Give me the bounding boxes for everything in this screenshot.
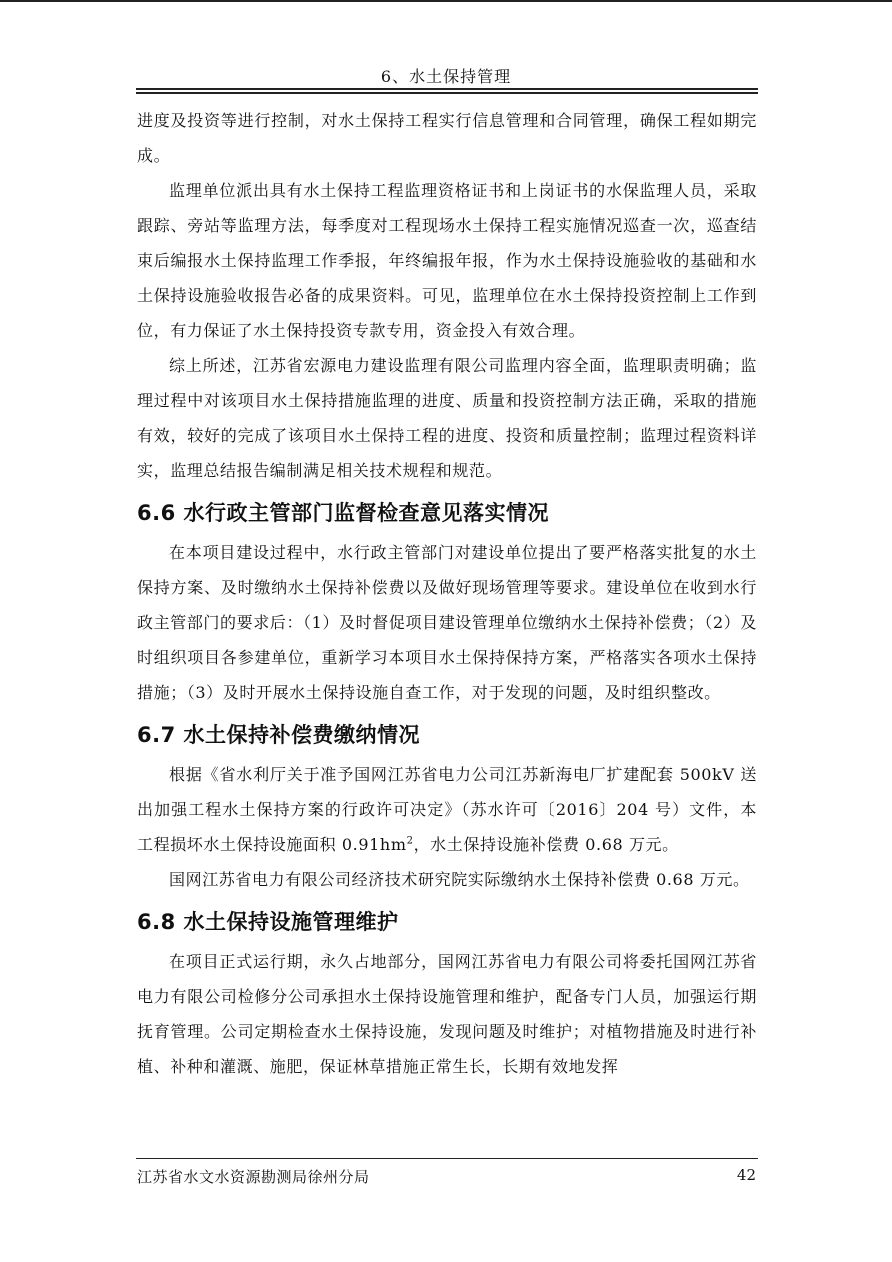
compensation-text-b: ，水土保持设施补偿费 0.68 万元。 [413, 835, 679, 854]
paragraph-supervision-summary: 综上所述，江苏省宏源电力建设监理有限公司监理内容全面，监理职责明确；监理过程中对该项目水土保持措施监理的进度、质量和投资控制方法正确，采取的措施有效，较好的完成了该项目水土保持工程的进度、投资和质量控制；监理过程资料详实，监理总结报告编制满足相关技术规程和规范。 [137, 356, 757, 480]
footer-rule [136, 1158, 758, 1159]
section-heading-6-6: 6.6 水行政主管部门监督检查意见落实情况 [137, 501, 550, 525]
footer-organization: 江苏省水文水资源勘测局徐州分局 [137, 1168, 370, 1186]
page-body [137, 103, 757, 1084]
running-header: 6、水土保持管理 [380, 67, 512, 86]
compensation-text-a: 根据《省水利厅关于准予国网江苏省电力公司江苏新海电厂扩建配套 500kV 送出加强工程水土保持方案的行政许可决定》（苏水许可〔2016〕204 号）文件，本工程损坏水土保持设施面积 0.91hm [137, 765, 757, 854]
header-rule-lower [136, 92, 758, 94]
header-rule-upper [136, 88, 758, 90]
section-heading-6-8: 6.8 水土保持设施管理维护 [137, 910, 399, 934]
paragraph-compensation-basis [137, 757, 757, 862]
top-border-line [0, 0, 892, 2]
paragraph-continued: 进度及投资等进行控制，对水土保持工程实行信息管理和合同管理，确保工程如期完成。 [137, 111, 757, 165]
paragraph-supervision-methods: 监理单位派出具有水土保持工程监理资格证书和上岗证书的水保监理人员，采取跟踪、旁站等监理方法，每季度对工程现场水土保持工程实施情况巡查一次，巡查结束后编报水土保持监理工作季报，年终编报年报，作为水土保持设施验收的基础和水土保持设施验收报告必备的成果资料。可见，监理单位在水土保持投资控制上工作到位，有力保证了水土保持投资专款专用，资金投入有效合理。 [137, 181, 757, 340]
area-unit-superscript: 2 [406, 835, 414, 847]
page-number: 42 [736, 1166, 756, 1184]
paragraph-maintenance: 在项目正式运行期，永久占地部分，国网江苏省电力有限公司将委托国网江苏省电力有限公司检修分公司承担水土保持设施管理和维护，配备专门人员，加强运行期抚育管理。公司定期检查水土保持设施，发现问题及时维护；对植物措施及时进行补植、补种和灌溉、施肥，保证林草措施正常生长，长期有效地发挥 [137, 952, 757, 1076]
paragraph-compensation-paid: 国网江苏省电力有限公司经济技术研究院实际缴纳水土保持补偿费 0.68 万元。 [169, 870, 750, 889]
paragraph-authority-inspection: 在本项目建设过程中，水行政主管部门对建设单位提出了要严格落实批复的水土保持方案、及时缴纳水土保持补偿费以及做好现场管理等要求。建设单位在收到水行政主管部门的要求后：（1）及时督促项目建设管理单位缴纳水土保持补偿费；（2）及时组织项目各参建单位，重新学习本项目水土保持保持方案，严格落实各项水土保持措施；（3）及时开展水土保持设施自查工作，对于发现的问题，及时组织整改。 [137, 543, 757, 702]
section-heading-6-7: 6.7 水土保持补偿费缴纳情况 [137, 723, 421, 747]
